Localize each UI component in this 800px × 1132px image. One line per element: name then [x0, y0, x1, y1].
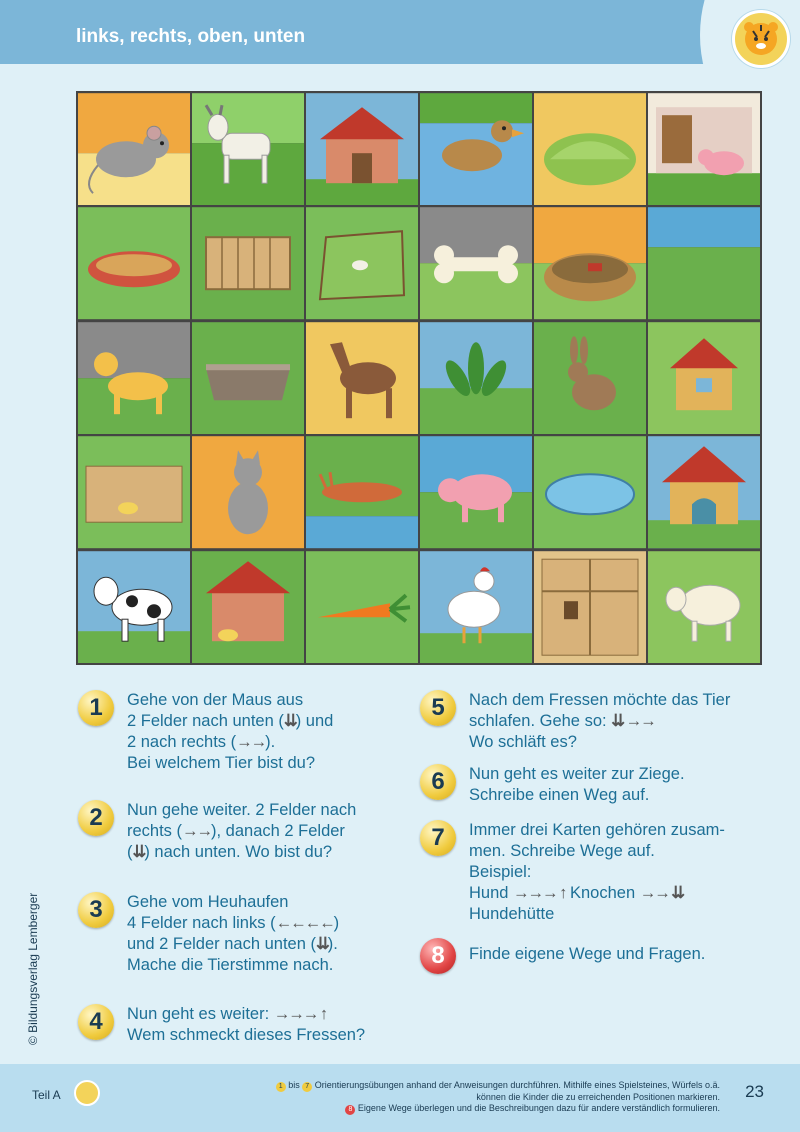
task-text: Gehe von der Maus aus 2 Felder nach unten (⇊) und 2 nach rechts (→→). Bei welchem Tier bist du?	[127, 691, 334, 772]
task-number: 3	[78, 892, 114, 928]
task-text: Nun geht es weiter zur Ziege. Schreibe einen Weg auf.	[469, 765, 685, 804]
grid-cell-food-bowl[interactable]	[78, 207, 190, 319]
task-7	[420, 820, 725, 925]
grid-cell-pig[interactable]	[420, 436, 532, 548]
grid-cell-trough[interactable]	[192, 322, 304, 434]
hutch-icon	[192, 207, 304, 319]
cat-house-icon	[192, 551, 304, 663]
task-4	[78, 1004, 365, 1046]
food-bowl-icon	[78, 207, 190, 319]
page-number: 23	[745, 1082, 764, 1101]
grid-cell-cat[interactable]	[192, 436, 304, 548]
tiger-mascot-icon	[732, 10, 790, 68]
chicken-icon	[420, 551, 532, 663]
arrow-right-x3-up-icon: →→→ ↑	[273, 1005, 327, 1023]
grid-cell-dog[interactable]	[78, 322, 190, 434]
task-number: 7	[420, 820, 456, 856]
footer-label: Teil A	[32, 1088, 61, 1102]
grid-cell-slug[interactable]	[306, 436, 418, 548]
rabbit-icon	[534, 322, 646, 434]
mouse-icon	[78, 93, 190, 205]
copyright: © Bildungsverlag Lemberger	[26, 892, 40, 1045]
task-3	[78, 892, 339, 976]
shed-icon	[78, 436, 190, 548]
grid-cell-barn-pig[interactable]	[648, 93, 760, 205]
task-number: 4	[78, 1004, 114, 1040]
arrow-right-x3-up-icon: →→→ ↑	[513, 884, 566, 902]
grid-cell-pen[interactable]	[306, 207, 418, 319]
arrow-right-right-down-down-icon: →→ ⇊	[639, 884, 684, 902]
grid-cell-doghouse[interactable]	[648, 436, 760, 548]
grid-cell-horse[interactable]	[306, 322, 418, 434]
task-1	[78, 690, 333, 774]
meadow-icon	[648, 207, 760, 319]
task-number: 6	[420, 764, 456, 800]
horse-icon	[306, 322, 418, 434]
task-2	[78, 800, 356, 863]
cow-icon	[78, 551, 190, 663]
task-number: 1	[78, 690, 114, 726]
task-number: 2	[78, 800, 114, 836]
arrow-down-down-icon: ⇊	[315, 935, 328, 953]
grid-cell-pond[interactable]	[534, 436, 646, 548]
task-text: Nun gehe weiter. 2 Felder nach rechts (→→), danach 2 Felder (⇊) nach unten. Wo bist du?	[127, 801, 357, 861]
task-5	[420, 690, 730, 753]
grid-cell-shed[interactable]	[78, 436, 190, 548]
basket-icon	[534, 207, 646, 319]
grid-cell-basket[interactable]	[534, 207, 646, 319]
duck-icon	[420, 93, 532, 205]
arrow-down-down-icon: ⇊	[283, 712, 296, 730]
pen-icon	[306, 207, 418, 319]
grid-cell-hutch[interactable]	[192, 207, 304, 319]
grid-cell-bone[interactable]	[420, 207, 532, 319]
arrow-down-down-icon: ⇊	[132, 843, 145, 861]
sheep-icon	[648, 551, 760, 663]
arrow-down-down-right-right-icon: ⇊ →→	[611, 712, 655, 730]
grid-cell-mouse[interactable]	[78, 93, 190, 205]
brick-house-icon	[306, 93, 418, 205]
grid-cell-chicken[interactable]	[420, 551, 532, 663]
grid-cell-rabbit[interactable]	[534, 322, 646, 434]
grid-cell-meadow[interactable]	[648, 207, 760, 319]
carrot-icon	[306, 551, 418, 663]
goat-icon	[192, 93, 304, 205]
grid-cell-goat[interactable]	[192, 93, 304, 205]
grid-cell-rabbit-house[interactable]	[648, 322, 760, 434]
pond-icon	[534, 436, 646, 548]
grid-cell-plant[interactable]	[420, 322, 532, 434]
rabbit-house-icon	[648, 322, 760, 434]
task-8	[420, 938, 705, 974]
page-footer	[0, 1064, 800, 1132]
arrow-left-x4-icon: ←←←←	[275, 914, 334, 932]
grid-cell-brick-house[interactable]	[306, 93, 418, 205]
grid-cell-hay[interactable]	[534, 93, 646, 205]
task-number: 5	[420, 690, 456, 726]
grid-cell-stable[interactable]	[534, 551, 646, 663]
grid-cell-sheep[interactable]	[648, 551, 760, 663]
task-6	[420, 764, 685, 806]
task-text: Immer drei Karten gehören zusam- men. Schreibe Wege auf. Beispiel: Hund →→→ ↑ Knochen →→ ⇊ Hundehütte	[469, 821, 725, 923]
task-text: Nach dem Fressen möchte das Tier schlafen. Gehe so: ⇊ →→ Wo schläft es?	[469, 691, 731, 751]
arrow-right-right-icon: →→	[182, 822, 212, 840]
task-text: Finde eigene Wege und Fragen.	[469, 945, 706, 963]
task-text: Nun geht es weiter: →→→ ↑ Wem schmeckt dieses Fressen?	[127, 1005, 366, 1044]
picture-grid	[76, 91, 762, 665]
trough-icon	[192, 322, 304, 434]
grid-cell-cat-house[interactable]	[192, 551, 304, 663]
arrow-right-right-icon: →→	[236, 733, 266, 751]
task-text: Gehe vom Heuhaufen 4 Felder nach links (←←←←) und 2 Felder nach unten (⇊). Mache die Tierstimme nach.	[127, 893, 340, 974]
footer-note: 1 bis 7 Orientierungsübungen anhand der Anweisungen durchführen. Mithilfe eines Spielsteines, Würfels o.ä. können die Kinder die zu erreichenden Positionen markieren. 8 Eigene Wege überlegen und die Beschreibungen dazu für andere verständlich formulieren.	[240, 1080, 720, 1115]
grid-cell-carrot[interactable]	[306, 551, 418, 663]
dog-icon	[78, 322, 190, 434]
doghouse-icon	[648, 436, 760, 548]
task-number: 8	[420, 938, 456, 974]
stable-icon	[534, 551, 646, 663]
barn-pig-icon	[648, 93, 760, 205]
hay-icon	[534, 93, 646, 205]
page-title: links, rechts, oben, unten	[76, 26, 306, 47]
bone-icon	[420, 207, 532, 319]
grid-cell-cow[interactable]	[78, 551, 190, 663]
slug-icon	[306, 436, 418, 548]
page-header	[0, 0, 800, 80]
pig-icon	[420, 436, 532, 548]
grid-cell-duck[interactable]	[420, 93, 532, 205]
cat-icon	[192, 436, 304, 548]
tiger-badge-icon	[74, 1080, 100, 1106]
plant-icon	[420, 322, 532, 434]
